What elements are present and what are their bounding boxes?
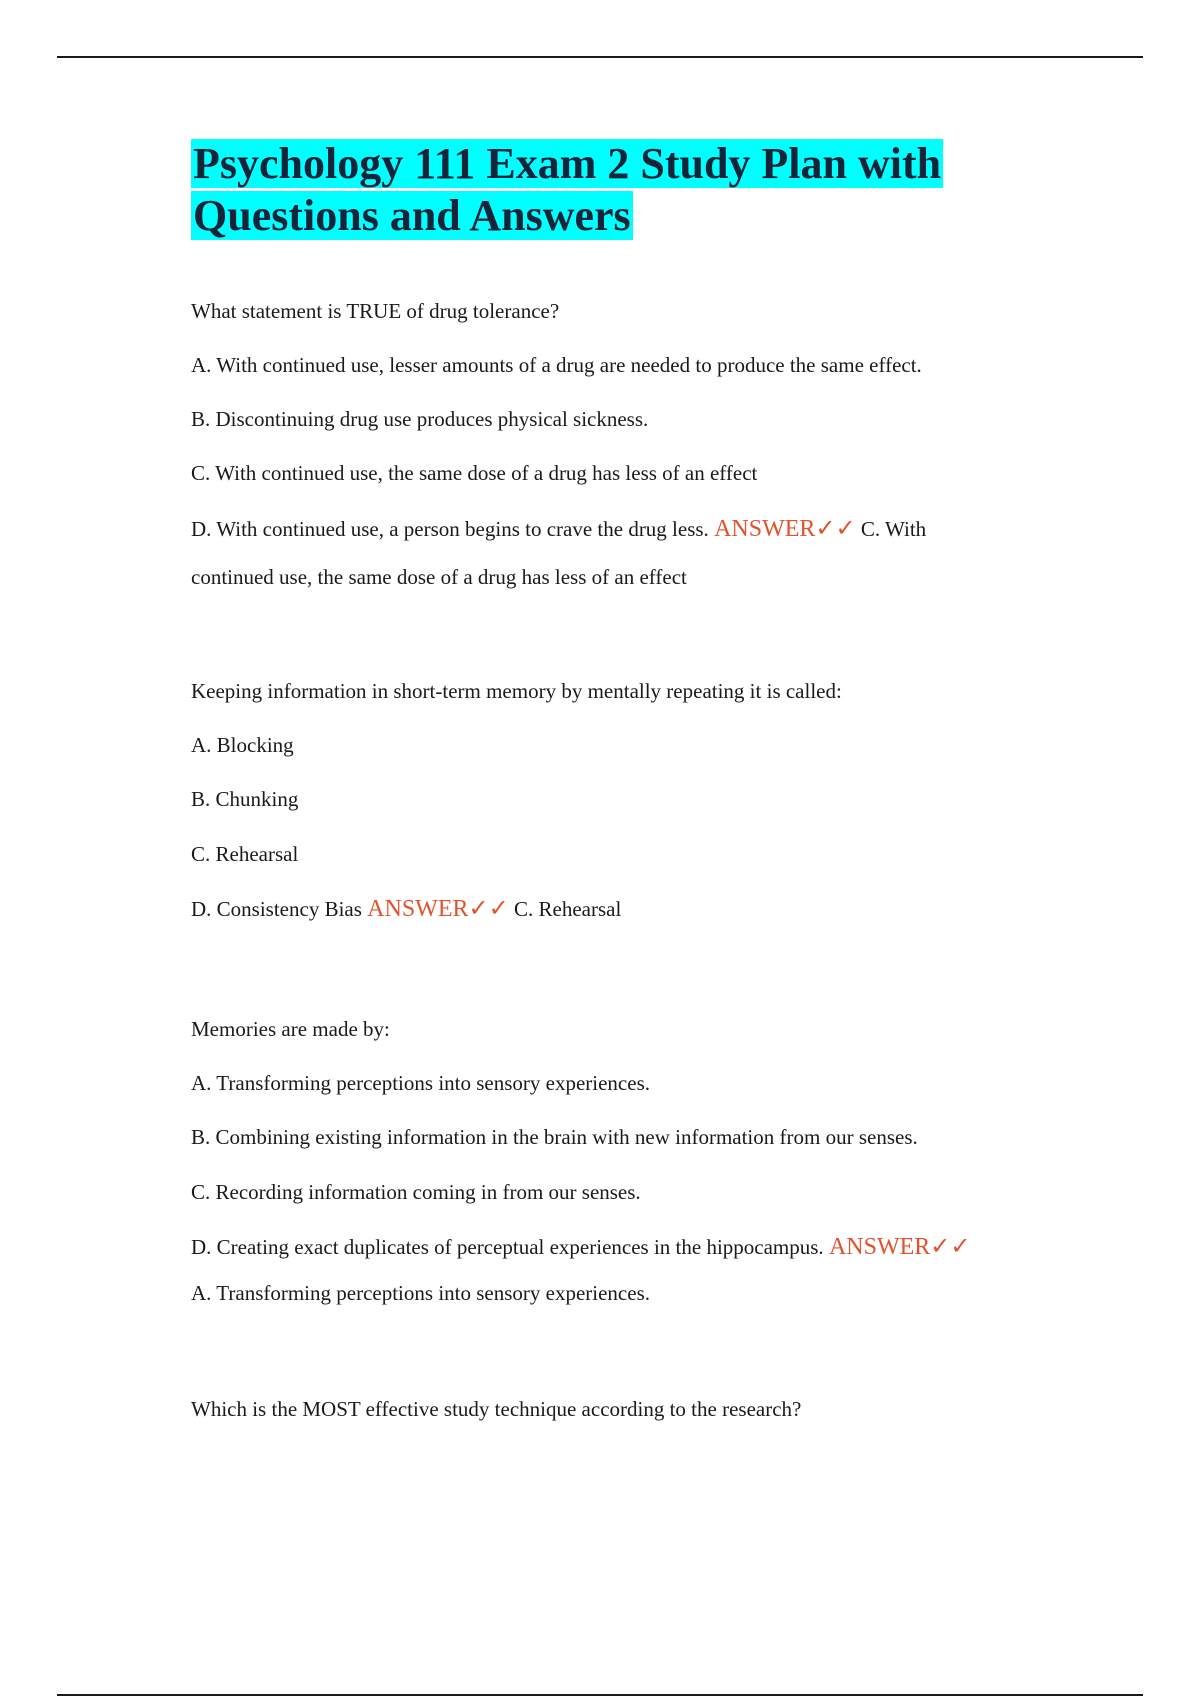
title-line-2: Questions and Answers: [193, 191, 631, 240]
footer-rule: [57, 1694, 1143, 1696]
answer-label: ANSWER✓✓: [367, 896, 509, 922]
title-line-1: Psychology 111 Exam 2 Study Plan with: [193, 139, 942, 188]
option-a: A. Blocking: [191, 733, 294, 757]
question-prompt: Which is the MOST effective study technique according to the research?: [191, 1397, 802, 1421]
document-title: [191, 138, 1071, 242]
answer-text: C. With: [860, 517, 927, 541]
question-prompt: What statement is TRUE of drug tolerance?: [191, 299, 560, 323]
question-prompt: Memories are made by:: [191, 1017, 390, 1041]
option-b: B. Chunking: [191, 787, 299, 811]
option-d-with-answer: [191, 516, 926, 542]
option-c: C. With continued use, the same dose of a drug has less of an effect: [191, 461, 758, 485]
header-rule: [57, 56, 1143, 58]
answer-text: C. Rehearsal: [513, 897, 622, 921]
question-prompt: Keeping information in short-term memory by mentally repeating it is called:: [191, 679, 842, 703]
option-d: D. Consistency Bias: [191, 897, 362, 921]
answer-label: ANSWER✓✓: [714, 516, 856, 542]
option-b: B. Discontinuing drug use produces physical sickness.: [191, 407, 649, 431]
answer-text-continued: A. Transforming perceptions into sensory experiences.: [191, 1281, 650, 1305]
option-a: A. With continued use, lesser amounts of a drug are needed to produce the same effect.: [191, 353, 922, 377]
option-c: C. Recording information coming in from our senses.: [191, 1180, 641, 1204]
option-d-with-answer: [191, 1234, 971, 1260]
option-d: D. With continued use, a person begins to crave the drug less.: [191, 517, 709, 541]
answer-text-continued: continued use, the same dose of a drug has less of an effect: [191, 565, 687, 589]
document-body: [191, 138, 1071, 1421]
option-b: B. Combining existing information in the brain with new information from our senses.: [191, 1125, 918, 1149]
option-d: D. Creating exact duplicates of perceptual experiences in the hippocampus.: [191, 1235, 824, 1259]
option-a: A. Transforming perceptions into sensory experiences.: [191, 1071, 650, 1095]
option-c: C. Rehearsal: [191, 842, 299, 866]
answer-label: ANSWER✓✓: [828, 1234, 971, 1260]
option-d-with-answer: [191, 896, 621, 922]
